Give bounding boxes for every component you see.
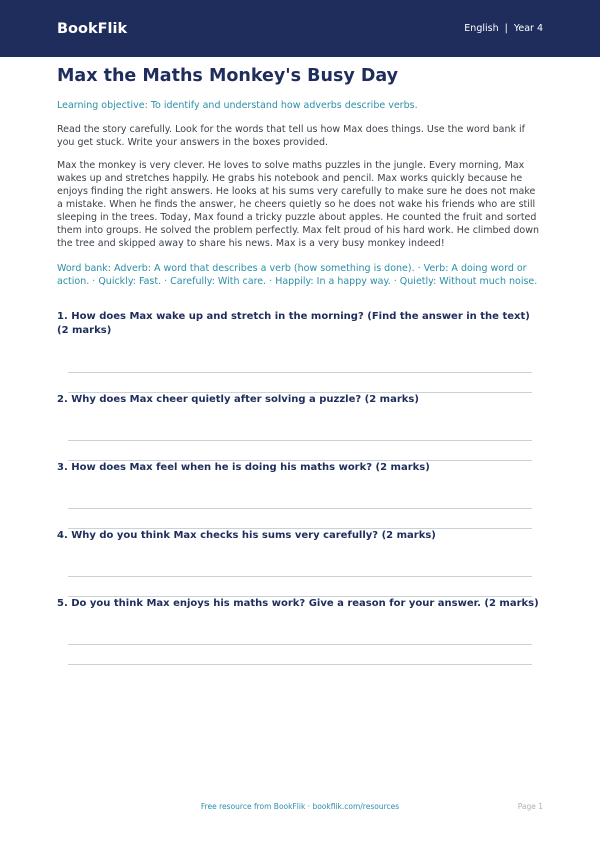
subject-label: English [464, 23, 499, 34]
instructions: Read the story carefully. Look for the words that tell us how Max does things. Use the word bank if you get stuck. Write your answers in the boxes provided. [57, 124, 526, 148]
answer-line[interactable] [68, 644, 532, 645]
answer-line[interactable] [68, 508, 532, 509]
learning-objective: Learning objective: To identify and understand how adverbs describe verbs. [57, 100, 418, 111]
question-4: 4. Why do you think Max checks his sums very carefully? (2 marks) [57, 530, 436, 541]
story-text: Max the monkey is very clever. He loves to solve maths puzzles in the jungle. Every morning, Max wakes up and stretches happily. He grabs his notebook and pencil. Max works quickly because he enjoys finding the right answers. He looks at his sums very carefully to make sure he does not make a mistake. When he finds the answer, he cheers quietly so he does not wake his friends who are still sleeping in the trees. Today, Max found a tricky puzzle about apples. He counted the fruit and sorted them into groups. He solved the problem perfectly. Max felt proud of his hard work. He climbed down the tree and skipped away to share his news. Max is a very busy monkey indeed! [57, 160, 540, 249]
year-label: Year 4 [513, 23, 543, 34]
question-1: 1. How does Max wake up and stretch in the morning? (Find the answer in the text) (2 marks) [57, 311, 530, 336]
answer-line[interactable] [68, 664, 532, 665]
page-footer [0, 802, 600, 811]
answer-line[interactable] [68, 372, 532, 373]
questions-section [57, 0, 543, 848]
meta-separator: | [504, 23, 508, 34]
footer-source: Free resource from BookFlik · bookflik.com/resources [200, 802, 400, 811]
page-number: Page 1 [517, 802, 543, 811]
question-2: 2. Why does Max cheer quietly after solving a puzzle? (2 marks) [57, 394, 419, 405]
word-bank: Word bank: Adverb: A word that describes a verb (how something is done). · Verb: A doing word or action. · Quickly: Fast. · Carefully: With care. · Happily: In a happy way. · Quietly: Without much noise. [57, 263, 538, 287]
question-5: 5. Do you think Max enjoys his maths work? Give a reason for your answer. (2 marks) [57, 598, 539, 609]
page-title: Max the Maths Monkey's Busy Day [57, 66, 399, 86]
answer-line[interactable] [68, 576, 532, 577]
question-3: 3. How does Max feel when he is doing his maths work? (2 marks) [57, 462, 430, 473]
brand-logo: BookFlik [57, 20, 128, 37]
answer-line[interactable] [68, 440, 532, 441]
